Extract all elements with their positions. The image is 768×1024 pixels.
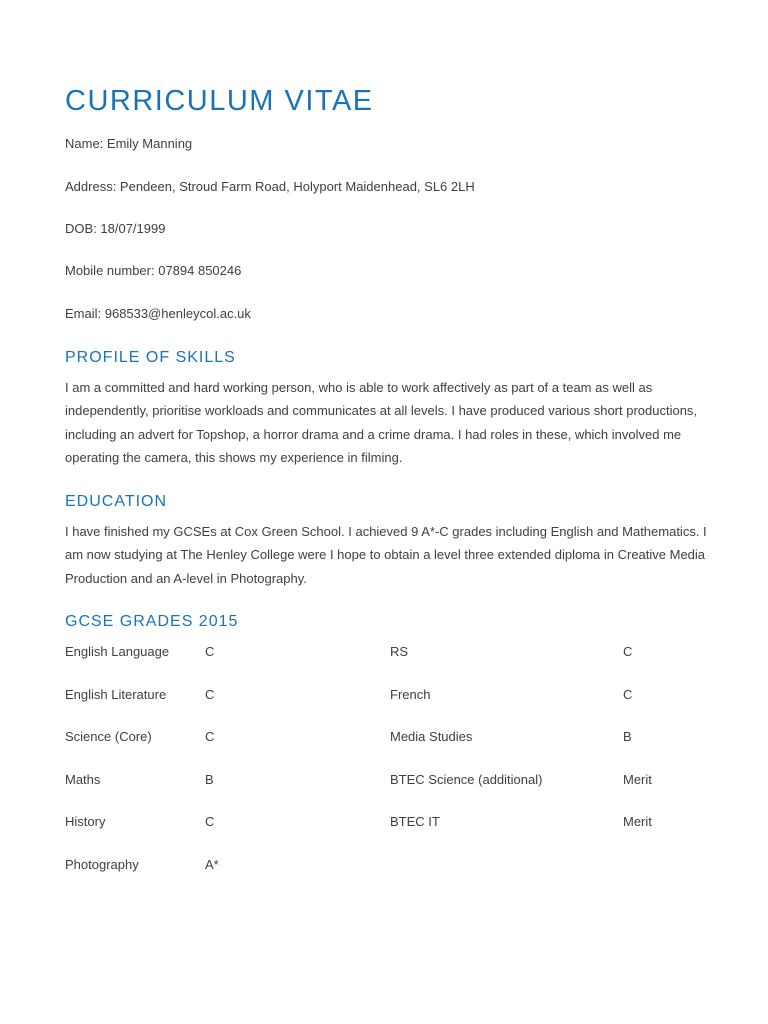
grade-cell: C (623, 644, 633, 659)
grade-cell: A* (205, 856, 219, 872)
grade-cell: C (205, 814, 215, 829)
grade-cell: Merit (623, 814, 652, 829)
grade-cell: Merit (623, 771, 652, 787)
table-row (65, 856, 715, 899)
gcse-heading: GCSE GRADES 2015 (65, 613, 239, 630)
grade-cell: C (623, 686, 633, 702)
subject-cell: BTEC Science (additional) (390, 771, 543, 787)
profile-heading: PROFILE OF SKILLS (65, 349, 236, 366)
subject-cell: Photography (65, 856, 139, 872)
table-row (65, 686, 715, 729)
mobile-line: Mobile number: 07894 850246 (65, 263, 242, 278)
education-heading: EDUCATION (65, 493, 168, 510)
name-line: Name: Emily Manning (65, 136, 193, 151)
table-row (65, 771, 715, 814)
grade-cell: C (205, 686, 215, 702)
grade-cell: B (205, 771, 214, 787)
grade-cell: C (205, 644, 215, 659)
table-row (65, 643, 715, 686)
education-paragraph: I have finished my GCSEs at Cox Green School. I achieved 9 A*-C grades including English and Mathematics. I am now studying at The Henley College were I hope to obtain a level three extended diploma in Creative Media Production and an A-level in Photography. (65, 524, 707, 586)
dob-line: DOB: 18/07/1999 (65, 221, 166, 236)
subject-cell: Media Studies (390, 729, 473, 744)
subject-cell: Maths (65, 771, 101, 787)
subject-cell: English Literature (65, 686, 167, 702)
subject-cell: History (65, 814, 106, 829)
grade-cell: B (623, 729, 632, 744)
email-line: Email: 968533@henleycol.ac.uk (65, 306, 251, 321)
table-row (65, 813, 715, 856)
subject-cell: English Language (65, 644, 170, 659)
gcse-grades-table (65, 643, 715, 898)
grade-cell: C (205, 729, 215, 744)
profile-paragraph: I am a committed and hard working person, who is able to work affectively as part of a team as well as independently, prioritise workloads and communicates at all levels. I have produced various short productions, including an advert for Topshop, a horror drama and a crime drama. I had roles in these, which involved me operating the camera, this shows my experience in filming. (65, 380, 698, 465)
table-row (65, 728, 715, 771)
subject-cell: RS (390, 644, 409, 659)
subject-cell: French (390, 686, 431, 702)
page-title: CURRICULUM VITAE (65, 85, 374, 117)
subject-cell: Science (Core) (65, 729, 152, 744)
address-line: Address: Pendeen, Stroud Farm Road, Holyport Maidenhead, SL6 2LH (65, 179, 475, 194)
subject-cell: BTEC IT (390, 814, 440, 829)
